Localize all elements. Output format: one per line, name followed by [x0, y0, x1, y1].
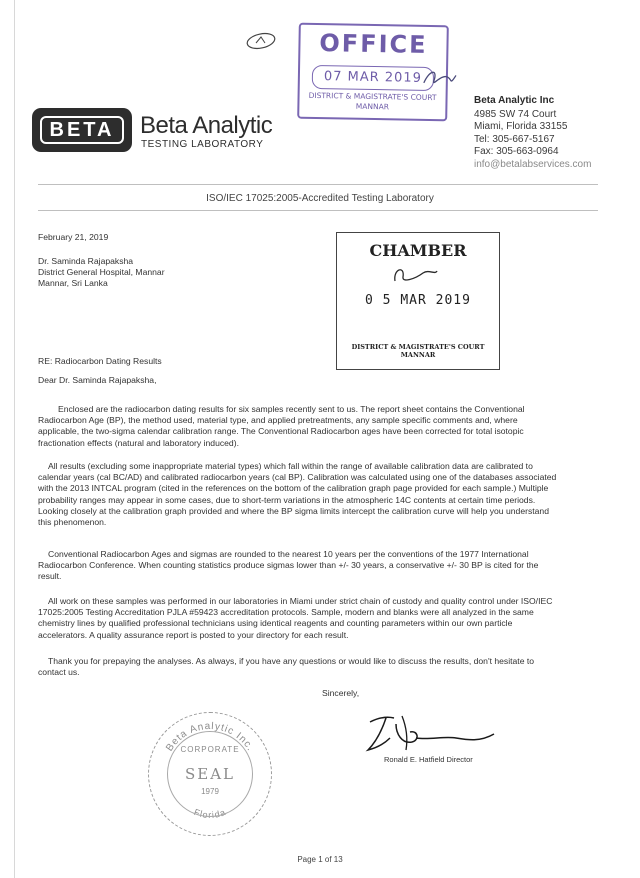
body-paragraph-5	[38, 656, 558, 678]
address-line-2: Miami, Florida 33155	[474, 121, 568, 132]
office-stamp-court-line1: DISTRICT & MAGISTRATE'S COURT	[308, 90, 437, 103]
seal-corporate-text: CORPORATE	[180, 745, 240, 754]
logo-mark-text: BETA	[40, 116, 124, 144]
chamber-stamp-court-line2: MANNAR	[400, 351, 436, 359]
office-received-stamp	[297, 23, 449, 122]
page-number: Page 1 of 13	[297, 855, 343, 864]
seal-state-text: Florida	[192, 806, 228, 821]
letter-date: February 21, 2019	[38, 232, 109, 242]
telephone: Tel: 305-667-5167	[474, 133, 555, 145]
recipient-city: Mannar, Sri Lanka	[38, 278, 108, 289]
chamber-stamp-court-line1: DISTRICT & MAGISTRATE'S COURT	[351, 343, 485, 351]
handwritten-mark-icon	[244, 30, 278, 52]
letter-closing: Sincerely,	[322, 688, 360, 698]
chamber-stamp-court	[337, 343, 499, 359]
body-paragraph-2-text: All results (excluding some inappropriate material types) which fall within the range of available calibration data are calibrated to calendar years (cal BC/AD) and calibrated radiocarbon years (cal BP). Calibration was calculated using one of the databases associated with the 2013 INTCAL program (cited in the references on the bottom of the calibration graph page provided for each sample.) Multiple probability ranges may appear in some cases, due to short-term variations in the atmospheric 14C contents at certain time periods. Looking closely at the calibration graph provided and where the BP sigma limits intercept the calibration curve will help you understand this phenomenon.	[38, 461, 557, 528]
chamber-received-stamp	[336, 232, 500, 370]
recipient-block	[38, 256, 165, 290]
company-address-block	[474, 95, 591, 171]
chamber-stamp-initials-icon	[389, 261, 441, 287]
body-paragraph-2	[38, 461, 558, 528]
chamber-stamp-title: CHAMBER	[369, 241, 467, 260]
header-rule-top	[38, 184, 598, 185]
seal-word: SEAL	[184, 765, 236, 783]
body-paragraph-1-text: Enclosed are the radiocarbon dating results for six samples recently sent to us. The report sheet contains the Conventional Radiocarbon Age (BP), the method used, material type, and applied pretreatments, any sample specific comments and, where applicable, the two-sigma calendar calibration range. The Conventional Radiocarbon ages have been corrected for total isotopic fractionation effects (natural and laboratory induced).	[38, 404, 525, 448]
seal-top-text: Beta Analytic Inc.	[164, 720, 256, 754]
email: info@betalabservices.com	[474, 158, 592, 170]
letter-salutation: Dear Dr. Saminda Rajapaksha,	[38, 375, 157, 385]
company-name: Beta Analytic Inc	[474, 95, 555, 106]
recipient-name: Dr. Saminda Rajapaksha	[38, 256, 134, 266]
letter-subject: RE: Radiocarbon Dating Results	[38, 356, 162, 366]
office-stamp-initials-icon	[420, 65, 461, 96]
body-paragraph-3	[38, 549, 558, 583]
chamber-stamp-date: 0 5 MAR 2019	[365, 293, 471, 308]
company-logo-name: Beta Analytic	[140, 112, 273, 139]
signatory-name: Ronald E. Hatfield Director	[384, 755, 473, 764]
office-stamp-title: OFFICE	[319, 29, 428, 59]
recipient-organization: District General Hospital, Mannar	[38, 267, 165, 278]
beta-logo-mark	[32, 108, 132, 152]
corporate-seal-icon	[148, 712, 272, 836]
body-paragraph-1	[38, 404, 558, 449]
page-edge	[14, 0, 15, 878]
body-paragraph-5-text: Thank you for prepaying the analyses. As always, if you have any questions or would like to discuss the results, don't hesitate to contact us.	[38, 656, 535, 678]
office-stamp-court-line2: MANNAR	[355, 101, 390, 112]
body-paragraph-4	[38, 596, 558, 641]
company-logo-subtitle: TESTING LABORATORY	[141, 139, 264, 150]
header-rule-bottom	[38, 210, 598, 211]
fax: Fax: 305-663-0964	[474, 146, 559, 157]
seal-year: 1979	[201, 787, 219, 796]
address-line-1: 4985 SW 74 Court	[474, 108, 557, 120]
accreditation-line: ISO/IEC 17025:2005-Accredited Testing Laboratory	[206, 193, 434, 204]
office-stamp-date: 07 MAR 2019	[312, 65, 434, 91]
body-paragraph-4-text: All work on these samples was performed in our laboratories in Miami under strict chain of custody and quality control under ISO/IEC 17025:2005 Testing Accreditation PJLA #59423 accreditation protocols. Sample, modern and blanks were all analyzed in the same chemistry lines by qualified professional technicians using identical reagents and counting parameters within our own particle accelerators. A quality assurance report is posted to your directory for each result.	[38, 596, 553, 640]
signature-icon	[356, 708, 506, 760]
body-paragraph-3-text: Conventional Radiocarbon Ages and sigmas are rounded to the nearest 10 years per the conventions of the 1977 International Radiocarbon Conference. When counting statistics produce sigmas lower than +/- 30 years, a conservative +/- 30 BP is cited for the result.	[38, 549, 539, 582]
